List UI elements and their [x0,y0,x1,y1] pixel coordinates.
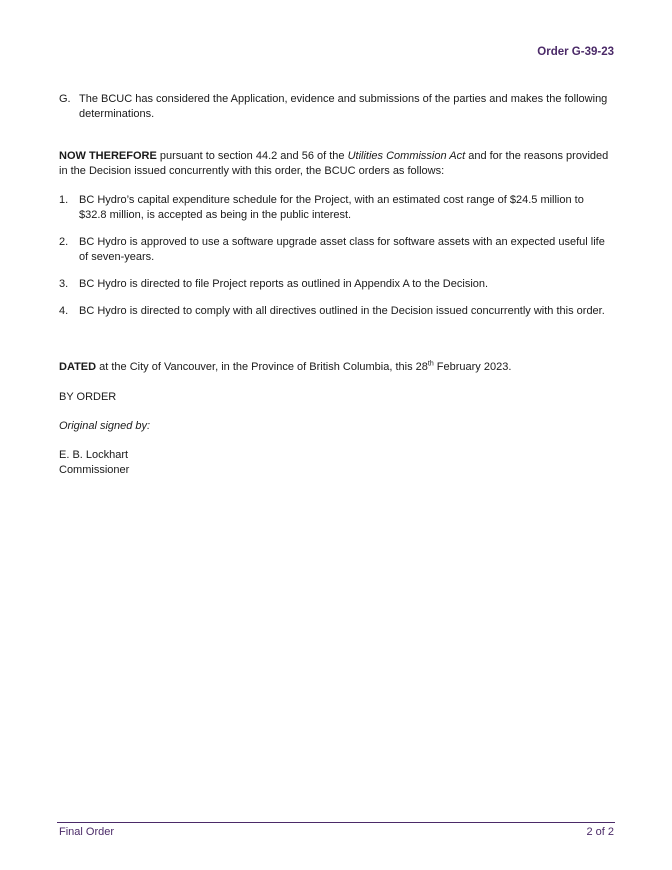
page-number: 2 of 2 [586,826,614,838]
order-text-2: BC Hydro is approved to use a software upgrade asset class for software assets with an expected useful life of seven-years. [79,236,605,263]
by-order: BY ORDER [59,391,117,403]
item-text: The BCUC has considered the Application, evidence and submissions of the parties and makes the following determinations. [79,93,608,120]
dated-text-1: at the City of Vancouver, in the Province of British Columbia, this [96,361,416,373]
dated-line [59,360,619,375]
order-number: Order G-39-23 [537,46,614,58]
dated-text-2: February 2023. [433,361,512,373]
act-name: Utilities Commission Act [347,150,466,162]
now-therefore-lead: NOW THEREFORE [59,150,157,162]
now-therefore-text-2: and for the reasons provided in the Decision issued concurrently with this order, the BCUC orders as follows: [59,150,609,177]
order-item-1 [59,193,614,223]
signed-note: Original signed by: [59,420,151,432]
order-item-3 [59,277,614,292]
footer-divider [57,822,615,823]
order-number-1: 1. [59,194,69,206]
order-item-2 [59,235,614,265]
order-text-4: BC Hydro is directed to comply with all directives outlined in the Decision issued concurrently with this order. [79,305,605,317]
order-text-3: BC Hydro is directed to file Project reports as outlined in Appendix A to the Decision. [79,278,489,290]
order-number-3: 3. [59,278,69,290]
dated-day-suffix: th [427,360,434,368]
signatory-title: Commissioner [59,464,130,476]
order-number-2: 2. [59,236,69,248]
now-therefore-paragraph [59,149,619,179]
order-item-4 [59,304,614,319]
list-item-g [59,92,614,122]
item-letter: G. [59,93,71,105]
dated-day: 28 [415,361,428,373]
now-therefore-text-1: pursuant to section 44.2 and 56 of the [156,150,348,162]
signatory-name: E. B. Lockhart [59,449,129,461]
dated-lead: DATED [59,361,97,373]
footer-label: Final Order [59,826,115,838]
order-text-1: BC Hydro’s capital expenditure schedule for the Project, with an estimated cost range of $24.5 million to $32.8 million, is accepted as being in the public interest. [79,194,584,221]
order-number-4: 4. [59,305,69,317]
